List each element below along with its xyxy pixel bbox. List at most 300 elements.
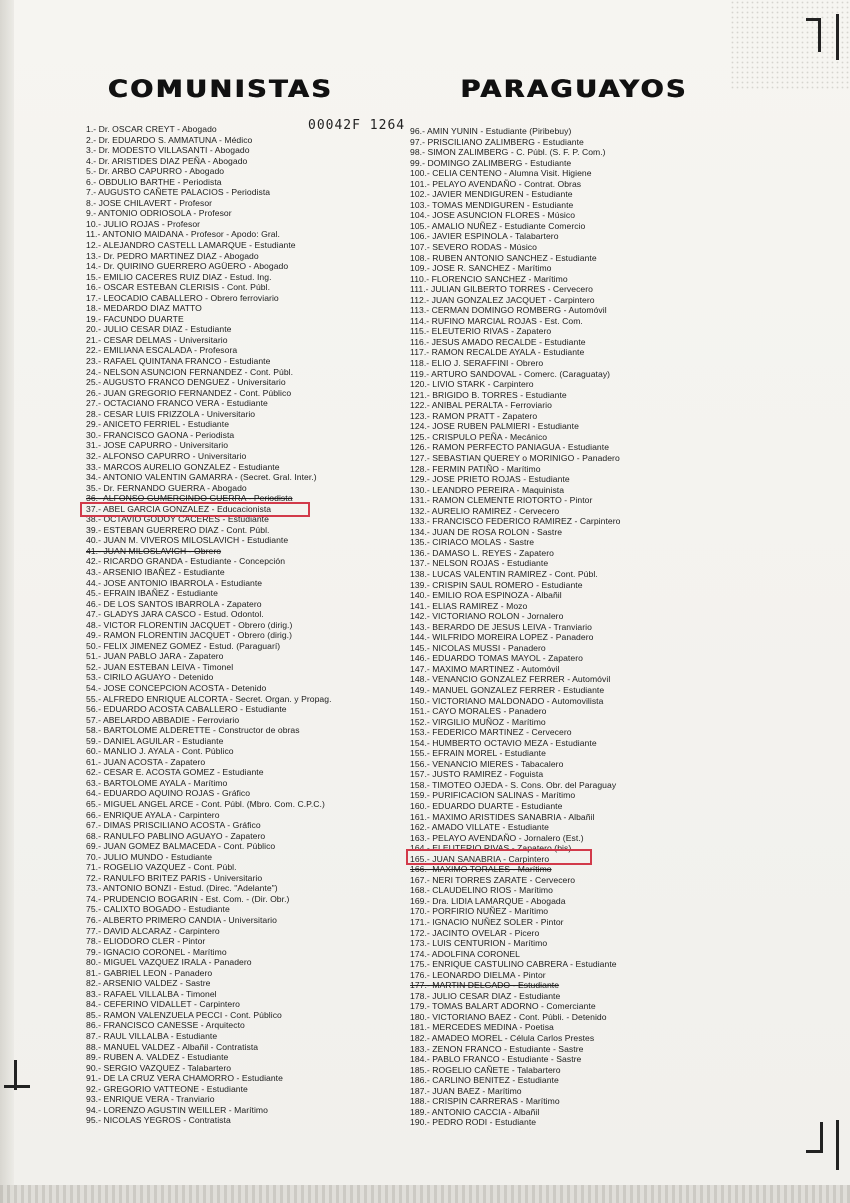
list-item	[86, 187, 406, 198]
entry-text: 28.- CESAR LUIS FRIZZOLA - Universitario	[86, 408, 256, 419]
list-item	[86, 1073, 406, 1084]
entry-text: 79.- IGNACIO CORONEL - Marítimo	[86, 946, 227, 957]
list-item	[86, 567, 406, 578]
entry-text: 36.- ALFONSO GUMERCINDO GUERRA - Periodista	[86, 493, 293, 504]
entry-text: 162.- AMADO VILLATE - Estudiante	[410, 822, 550, 833]
list-item	[86, 251, 406, 262]
entry-text: 47.- GLADYS JARA CASCO - Estud. Odontol.	[86, 609, 264, 620]
list-item	[86, 715, 406, 726]
list-item	[86, 662, 406, 673]
list-item	[86, 630, 406, 641]
entry-text: 165.- JUAN SANABRIA - Carpintero	[410, 853, 550, 864]
entry-text: 160.- EDUARDO DUARTE - Estudiante	[410, 801, 563, 811]
entry-text: 101.- PELAYO AVENDAÑO - Contrat. Obras	[410, 178, 582, 189]
list-item	[86, 398, 406, 409]
entry-text: 26.- JUAN GREGORIO FERNANDEZ - Cont. Público	[86, 387, 292, 398]
entry-text: 182.- AMADEO MOREL - Célula Carlos Prestes	[410, 1033, 595, 1044]
entry-text: 130.- LEANDRO PEREIRA - Maquinista	[410, 484, 565, 495]
entry-text: 8.- JOSE CHILAVERT - Profesor	[86, 197, 213, 208]
list-item	[410, 590, 700, 601]
corner-mark	[836, 1120, 839, 1170]
entry-text: 39.- ESTEBAN GUERRERO DIAZ - Cont. Públ.	[86, 524, 270, 535]
entry-text: 114.- RUFINO MARCIAL ROJAS - Est. Com.	[410, 315, 583, 326]
entry-text: 102.- JAVIER MENDIGUREN - Estudiante	[410, 189, 573, 200]
entry-text: 6.- OBDULIO BARTHE - Periodista	[86, 176, 222, 187]
entry-text: 140.- EMILIO ROA ESPINOZA - Albañil	[410, 590, 562, 601]
list-item	[86, 282, 406, 293]
corner-mark	[818, 18, 821, 52]
list-item	[410, 1096, 700, 1107]
entry-text: 158.- TIMOTEO OJEDA - S. Cons. Obr. del Paraguay	[410, 779, 617, 790]
list-item	[86, 535, 406, 546]
entry-text: 20.- JULIO CESAR DIAZ - Estudiante	[86, 324, 232, 335]
list-item	[410, 263, 700, 274]
entry-text: 64.- EDUARDO AQUINO ROJAS - Gráfico	[86, 788, 251, 799]
entry-text: 29.- ANICETO FERRIEL - Estudiante	[86, 419, 230, 430]
list-item	[410, 727, 700, 738]
list-item	[86, 451, 406, 462]
list-item	[410, 980, 700, 991]
list-item	[410, 759, 700, 770]
list-item	[86, 229, 406, 240]
entry-text: 149.- MANUEL GONZALEZ FERRER - Estudiante	[410, 684, 605, 695]
entry-text: 51.- JUAN PABLO JARA - Zapatero	[86, 651, 224, 662]
list-item	[410, 158, 700, 169]
entry-text: 50.- FELIX JIMENEZ GOMEZ - Estud. (Paraguarí)	[86, 640, 281, 651]
entry-text: 126.- RAMON PERFECTO PANIAGUA - Estudiante	[410, 442, 610, 453]
list-item	[410, 474, 700, 485]
list-item	[86, 377, 406, 388]
list-item	[86, 651, 406, 662]
entry-text: 77.- DAVID ALCARAZ - Carpintero	[86, 925, 220, 936]
entry-text: 141.- ELIAS RAMIREZ - Mozo	[410, 600, 528, 611]
list-item	[410, 928, 700, 939]
entry-text: 52.- JUAN ESTEBAN LEIVA - Timonel	[86, 661, 234, 672]
entry-text: 118.- ELIO J. SERAFFINI - Obrero	[410, 358, 544, 369]
list-item	[410, 717, 700, 728]
entry-text: 75.- CALIXTO BOGADO - Estudiante	[86, 904, 230, 915]
entry-text: 96.- AMIN YUNIN - Estudiante (Piribebuy)	[410, 126, 572, 136]
list-item	[410, 253, 700, 264]
entry-text: 176.- LEONARDO DIELMA - Pintor	[410, 969, 546, 980]
list-item	[86, 683, 406, 694]
entry-text: 2.- Dr. EDUARDO S. AMMATUNA - Médico	[86, 134, 253, 145]
list-item	[86, 1031, 406, 1042]
list-item	[410, 337, 700, 348]
list-item	[86, 620, 406, 631]
list-item	[410, 812, 700, 823]
list-item	[86, 166, 406, 177]
corner-mark	[14, 1060, 17, 1090]
list-item	[410, 822, 700, 833]
entry-text: 153.- FEDERICO MARTINEZ - Cervecero	[410, 727, 572, 738]
list-item	[86, 578, 406, 589]
list-item	[410, 1117, 700, 1128]
entry-text: 34.- ANTONIO VALENTIN GAMARRA - (Secret. Gral. Inter.)	[86, 472, 317, 483]
list-item	[86, 1094, 406, 1105]
list-item	[86, 694, 406, 705]
list-item	[410, 369, 700, 380]
list-item	[86, 367, 406, 378]
list-item	[410, 896, 700, 907]
document-title	[108, 74, 688, 105]
scan-edge-bottom	[0, 1185, 850, 1203]
list-item	[86, 1105, 406, 1116]
entry-text: 108.- RUBEN ANTONIO SANCHEZ - Estudiante	[410, 252, 597, 263]
entry-text: 66.- ENRIQUE AYALA - Carpintero	[86, 809, 220, 820]
scan-edge	[0, 0, 14, 1203]
entry-text: 25.- AUGUSTO FRANCO DENGUEZ - Universitario	[86, 377, 286, 388]
list-item	[410, 485, 700, 496]
entry-text: 9.- ANTONIO ODRIOSOLA - Profesor	[86, 208, 232, 219]
list-item	[86, 736, 406, 747]
list-item	[410, 949, 700, 960]
list-item	[410, 875, 700, 886]
list-item	[86, 1084, 406, 1095]
entry-text: 99.- DOMINGO ZALIMBERG - Estudiante	[410, 157, 572, 168]
entry-text: 81.- GABRIEL LEON - Panadero	[86, 967, 213, 978]
entry-text: 127.- SEBASTIAN QUEREY o MORINIGO - Panadero	[410, 452, 620, 463]
entry-text: 33.- MARCOS AURELIO GONZALEZ - Estudiante	[86, 461, 280, 472]
list-item	[86, 936, 406, 947]
list-item	[410, 221, 700, 232]
list-item	[86, 430, 406, 441]
entry-text: 48.- VICTOR FLORENTIN JACQUET - Obrero (dirig.)	[86, 619, 293, 630]
entry-text: 45.- EFRAIN IBAÑEZ - Estudiante	[86, 588, 218, 599]
entry-text: 168.- CLAUDELINO RIOS - Marítimo	[410, 885, 553, 896]
entry-text: 123.- RAMON PRATT - Zapatero	[410, 410, 538, 421]
list-item	[86, 778, 406, 789]
list-item	[86, 525, 406, 536]
list-item	[410, 411, 700, 422]
entry-text: 7.- AUGUSTO CAÑETE PALACIOS - Periodista	[86, 187, 271, 198]
list-item	[410, 790, 700, 801]
entry-text: 163.- PELAYO AVENDAÑO - Jornalero (Est.)	[410, 832, 584, 843]
list-item	[86, 989, 406, 1000]
entry-text: 133.- FRANCISCO FEDERICO RAMIREZ - Carpintero	[410, 516, 621, 527]
entry-text: 112.- JUAN GONZALEZ JACQUET - Carpintero	[410, 294, 595, 305]
list-item	[410, 696, 700, 707]
entry-text: 72.- RANULFO BRITEZ PARIS - Universitario	[86, 872, 263, 883]
entry-text: 5.- Dr. ARBO CAPURRO - Abogado	[86, 166, 225, 177]
entry-text: 107.- SEVERO RODAS - Músico	[410, 242, 537, 253]
list-item	[410, 516, 700, 527]
entry-text: 97.- PRISCILIANO ZALIMBERG - Estudiante	[410, 136, 584, 147]
entry-text: 170.- PORFIRIO NUÑEZ - Marítimo	[410, 906, 549, 917]
entry-text: 166.- MAXIMO TORALES - Marítimo	[410, 864, 552, 875]
entry-text: 146.- EDUARDO TOMAS MAYOL - Zapatero	[410, 653, 583, 664]
entry-text: 23.- RAFAEL QUINTANA FRANCO - Estudiante	[86, 356, 271, 367]
list-item	[86, 799, 406, 810]
list-item	[410, 326, 700, 337]
entry-text: 111.- JULIAN GILBERTO TORRES - Cervecero	[410, 284, 594, 295]
list-item	[86, 240, 406, 251]
entry-text: 174.- ADOLFINA CORONEL	[410, 948, 520, 959]
list-item	[410, 390, 700, 401]
entry-text: 38.- OCTAVIO GODOY CACERES - Estudiante	[86, 514, 269, 525]
entry-text: 69.- JUAN GOMEZ BALMACEDA - Cont. Público	[86, 841, 276, 852]
list-item	[86, 904, 406, 915]
entry-text: 121.- BRIGIDO B. TORRES - Estudiante	[410, 389, 567, 400]
list-item	[86, 767, 406, 778]
entry-text: 105.- AMALIO NUÑEZ - Estudiante Comercio	[410, 220, 586, 231]
list-item	[86, 757, 406, 768]
entry-text: 159.- PURIFICACION SALINAS - Marítimo	[410, 790, 576, 801]
entry-text: 83.- RAFAEL VILLALBA - Timonel	[86, 988, 217, 999]
entry-text: 15.- EMILIO CACERES RUIZ DIAZ - Estud. Ing.	[86, 271, 272, 282]
list-item	[86, 999, 406, 1010]
list-item	[410, 833, 700, 844]
entry-text: 115.- ELEUTERIO RIVAS - Zapatero	[410, 326, 552, 337]
entry-text: 80.- MIGUEL VAZQUEZ IRALA - Panadero	[86, 957, 252, 968]
list-item	[410, 200, 700, 211]
list-item	[86, 177, 406, 188]
list-item	[410, 685, 700, 696]
entry-text: 22.- EMILIANA ESCALADA - Profesora	[86, 345, 238, 356]
entry-text: 76.- ALBERTO PRIMERO CANDIA - Universitario	[86, 915, 277, 926]
entry-text: 68.- RANULFO PABLINO AGUAYO - Zapatero	[86, 830, 266, 841]
entry-text: 156.- VENANCIO MIERES - Tabacalero	[410, 758, 564, 769]
entry-text: 85.- RAMON VALENZUELA PECCI - Cont. Público	[86, 1009, 282, 1020]
list-item	[410, 780, 700, 791]
list-item	[410, 126, 700, 137]
highlight-box-entry-37	[80, 502, 310, 517]
entry-text: 13.- Dr. PEDRO MARTINEZ DIAZ - Abogado	[86, 250, 259, 261]
entry-text: 185.- ROGELIO CAÑETE - Talabartero	[410, 1064, 561, 1075]
list-item	[410, 622, 700, 633]
entry-text: 122.- ANIBAL PERALTA - Ferroviario	[410, 400, 552, 411]
list-item	[410, 632, 700, 643]
list-item	[410, 801, 700, 812]
entry-text: 84.- CEFERINO VIDALLET - Carpintero	[86, 999, 240, 1010]
corner-mark	[4, 1085, 30, 1088]
list-item	[86, 303, 406, 314]
list-item	[86, 440, 406, 451]
list-item	[410, 242, 700, 253]
list-item	[410, 168, 700, 179]
list-item	[410, 1033, 700, 1044]
entry-text: 187.- JUAN BAEZ - Marítimo	[410, 1085, 522, 1096]
entry-text: 71.- ROGELIO VAZQUEZ - Cont. Públ.	[86, 862, 237, 873]
entry-text: 35.- Dr. FERNANDO GUERRA - Abogado	[86, 482, 247, 493]
entry-text: 63.- BARTOLOME AYALA - Marítimo	[86, 777, 228, 788]
entry-text: 14.- Dr. QUIRINO GUERRERO AGÜERO - Abogado	[86, 261, 289, 272]
list-item	[410, 1044, 700, 1055]
entry-text: 27.- OCTACIANO FRANCO VERA - Estudiante	[86, 398, 268, 409]
entry-text: 59.- DANIEL AGUILAR - Estudiante	[86, 735, 224, 746]
list-item	[410, 738, 700, 749]
entry-text: 189.- ANTONIO CACCIA - Albañil	[410, 1106, 540, 1117]
list-item	[410, 537, 700, 548]
list-item	[410, 906, 700, 917]
entry-text: 152.- VIRGILIO MUÑOZ - Marítimo	[410, 716, 546, 727]
list-item	[86, 957, 406, 968]
corner-mark	[820, 1122, 823, 1153]
list-item	[86, 883, 406, 894]
list-item	[410, 1001, 700, 1012]
list-item	[410, 1065, 700, 1076]
list-item	[410, 959, 700, 970]
entry-text: 190.- PEDRO RODI - Estudiante	[410, 1117, 537, 1128]
list-item	[410, 147, 700, 158]
list-item	[86, 926, 406, 937]
list-item	[86, 388, 406, 399]
list-item	[410, 569, 700, 580]
list-item	[86, 820, 406, 831]
list-item	[410, 970, 700, 981]
entry-text: 113.- CERMAN DOMINGO ROMBERG - Automóvil	[410, 305, 607, 316]
list-item	[86, 788, 406, 799]
list-item	[410, 527, 700, 538]
list-item	[410, 179, 700, 190]
list-item	[86, 409, 406, 420]
list-item	[86, 915, 406, 926]
entry-text: 67.- DIMAS PRISCILIANO ACOSTA - Gráfico	[86, 820, 261, 831]
entry-text: 136.- DAMASO L. REYES - Zapatero	[410, 547, 554, 558]
list-item	[86, 672, 406, 683]
entry-text: 128.- FERMIN PATIÑO - Marítimo	[410, 463, 541, 474]
entry-text: 132.- AURELIO RAMIREZ - Cervecero	[410, 505, 560, 516]
entry-text: 139.- CRISPIN SAUL ROMERO - Estudiante	[410, 579, 583, 590]
entry-text: 116.- JESUS AMADO RECALDE - Estudiante	[410, 336, 586, 347]
list-item	[410, 442, 700, 453]
entry-text: 41.- JUAN MILOSLAVICH - Obrero	[86, 545, 222, 556]
entry-text: 164.- ELEUTERIO RIVAS - Zapatero (bis)	[410, 843, 572, 854]
list-item	[86, 419, 406, 430]
entry-text: 92.- GREGORIO VATTEONE - Estudiante	[86, 1083, 248, 1094]
list-item	[86, 1063, 406, 1074]
entry-text: 145.- NICOLAS MUSSI - Panadero	[410, 642, 546, 653]
entry-text: 32.- ALFONSO CAPURRO - Universitario	[86, 450, 247, 461]
entry-text: 93.- ENRIQUE VERA - Tranviario	[86, 1094, 215, 1105]
entry-text: 43.- ARSENIO IBAÑEZ - Estudiante	[86, 566, 225, 577]
list-item	[410, 400, 700, 411]
entry-text: 78.- ELIODORO CLER - Pintor	[86, 936, 206, 947]
entry-text: 16.- OSCAR ESTEBAN CLERISIS - Cont. Públ.	[86, 282, 271, 293]
entry-text: 147.- MAXIMO MARTINEZ - Automóvil	[410, 663, 560, 674]
entry-text: 53.- CIRILO AGUAYO - Detenido	[86, 672, 214, 683]
entry-text: 73.- ANTONIO BONZI - Estud. (Direc. "Adelante")	[86, 883, 278, 894]
entry-text: 87.- RAUL VILLALBA - Estudiante	[86, 1031, 218, 1042]
entry-text: 157.- JUSTO RAMIREZ - Foguista	[410, 769, 544, 780]
list-item	[410, 885, 700, 896]
list-item	[86, 641, 406, 652]
entry-text: 24.- NELSON ASUNCION FERNANDEZ - Cont. Públ.	[86, 366, 294, 377]
entry-text: 169.- Dra. LIDIA LAMARQUE - Abogada	[410, 895, 566, 906]
entry-text: 175.- ENRIQUE CASTULINO CABRERA - Estudiante	[410, 959, 617, 970]
entry-text: 184.- PABLO FRANCO - Estudiante - Sastre	[410, 1054, 582, 1065]
entry-text: 188.- CRISPIN CARRERAS - Marítimo	[410, 1096, 560, 1107]
list-item	[86, 746, 406, 757]
list-item	[86, 124, 406, 135]
entry-text: 30.- FRANCISCO GAONA - Periodista	[86, 429, 235, 440]
entry-text: 155.- EFRAIN MOREL - Estudiante	[410, 748, 546, 759]
list-item	[86, 810, 406, 821]
list-item	[86, 483, 406, 494]
list-item	[410, 189, 700, 200]
entry-text: 137.- NELSON ROJAS - Estudiante	[410, 558, 549, 569]
entry-text: 109.- JOSE R. SANCHEZ - Marítimo	[410, 263, 552, 274]
list-item	[86, 1020, 406, 1031]
list-item	[410, 601, 700, 612]
list-item	[410, 284, 700, 295]
entry-text: 11.- ANTONIO MAIDANA - Profesor - Apodo: Gral.	[86, 229, 280, 240]
highlight-box-entry-165	[406, 849, 592, 865]
list-item	[410, 137, 700, 148]
list-item	[410, 316, 700, 327]
list-item	[86, 704, 406, 715]
entry-text: 124.- JOSE RUBEN PALMIERI - Estudiante	[410, 421, 579, 432]
entry-text: 12.- ALEJANDRO CASTELL LAMARQUE - Estudiante	[86, 240, 296, 251]
list-item	[410, 706, 700, 717]
entry-text: 56.- EDUARDO ACOSTA CABALLERO - Estudiante	[86, 704, 287, 715]
entry-text: 91.- DE LA CRUZ VERA CHAMORRO - Estudiante	[86, 1073, 283, 1084]
list-item	[86, 1052, 406, 1063]
list-item	[410, 379, 700, 390]
left-column-list	[86, 124, 406, 1126]
entry-text: 62.- CESAR E. ACOSTA GOMEZ - Estudiante	[86, 767, 264, 778]
entry-text: 57.- ABELARDO ABBADIE - Ferroviario	[86, 714, 240, 725]
list-item	[86, 546, 406, 557]
list-item	[410, 358, 700, 369]
list-item	[410, 548, 700, 559]
entry-text: 82.- ARSENIO VALDEZ - Sastre	[86, 978, 211, 989]
entry-text: 161.- MAXIMO ARISTIDES SANABRIA - Albañil	[410, 811, 595, 822]
list-item	[86, 968, 406, 979]
entry-text: 171.- IGNACIO NUÑEZ SOLER - Pintor	[410, 917, 564, 928]
list-item	[410, 580, 700, 591]
list-item	[86, 556, 406, 567]
entry-text: 60.- MANLIO J. AYALA - Cont. Público	[86, 746, 234, 757]
scan-noise	[730, 0, 850, 90]
list-item	[86, 145, 406, 156]
list-item	[410, 938, 700, 949]
list-item	[410, 748, 700, 759]
list-item	[410, 295, 700, 306]
list-item	[410, 1086, 700, 1097]
list-item	[410, 991, 700, 1002]
entry-text: 61.- JUAN ACOSTA - Zapatero	[86, 756, 206, 767]
entry-text: 19.- FACUNDO DUARTE	[86, 313, 184, 324]
right-column-list	[410, 126, 700, 1128]
entry-text: 3.- Dr. MODESTO VILLASANTI - Abogado	[86, 145, 250, 156]
entry-text: 178.- JULIO CESAR DIAZ - Estudiante	[410, 990, 561, 1001]
list-item	[86, 588, 406, 599]
list-item	[86, 135, 406, 146]
entry-text: 17.- LEOCADIO CABALLERO - Obrero ferroviario	[86, 292, 279, 303]
list-item	[86, 324, 406, 335]
title-word-2: PARAGUAYOS	[460, 75, 688, 103]
list-item	[86, 314, 406, 325]
entry-text: 179.- TOMAS BALART ADORNO - Comerciante	[410, 1001, 596, 1012]
entry-text: 100.- CELIA CENTENO - Alumna Visit. Higiene	[410, 168, 592, 179]
entry-text: 173.- LUIS CENTURION - Marítimo	[410, 938, 548, 949]
entry-text: 89.- RUBEN A. VALDEZ - Estudiante	[86, 1052, 229, 1063]
entry-text: 42.- RICARDO GRANDA - Estudiante - Concepción	[86, 556, 286, 567]
list-item	[86, 609, 406, 620]
list-item	[86, 208, 406, 219]
entry-text: 125.- CRISPULO PEÑA - Mecánico	[410, 431, 548, 442]
entry-text: 95.- NICOLAS YEGROS - Contratista	[86, 1115, 231, 1126]
list-item	[410, 1012, 700, 1023]
entry-text: 46.- DE LOS SANTOS IBARROLA - Zapatero	[86, 598, 262, 609]
entry-text: 120.- LIVIO STARK - Carpintero	[410, 379, 534, 390]
entry-text: 110.- FLORENCIO SANCHEZ - Marítimo	[410, 273, 568, 284]
list-item	[410, 506, 700, 517]
entry-text: 98.- SIMON ZALIMBERG - C. Públ. (S. F. P. Com.)	[410, 147, 606, 158]
entry-text: 54.- JOSE CONCEPCION ACOSTA - Detenido	[86, 682, 267, 693]
entry-text: 138.- LUCAS VALENTIN RAMIREZ - Cont. Públ.	[410, 568, 598, 579]
